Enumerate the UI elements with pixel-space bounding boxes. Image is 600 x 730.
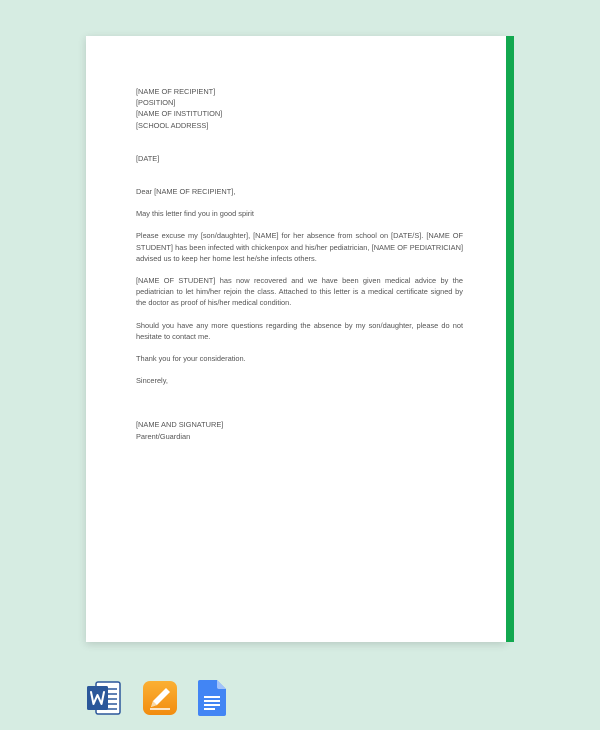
address-line: [NAME OF INSTITUTION] bbox=[136, 109, 223, 119]
accent-stripe bbox=[506, 36, 514, 642]
letter-body bbox=[136, 86, 463, 442]
salutation: Dear [NAME OF RECIPIENT], bbox=[136, 187, 236, 197]
paragraph: May this letter find you in good spirit bbox=[136, 209, 254, 219]
word-icon[interactable] bbox=[86, 680, 122, 716]
address-line: [SCHOOL ADDRESS] bbox=[136, 120, 209, 130]
signature-line: Parent/Guardian bbox=[136, 431, 191, 441]
address-line: [NAME OF RECIPIENT] bbox=[136, 87, 216, 96]
google-docs-icon[interactable] bbox=[198, 680, 226, 716]
paragraph: Please excuse my [son/daughter], [NAME] for her absence from school on [DATE/S]. [NAME OF STUDENT] has been infected with chickenpox and his/her pediatrician, [NAME OF PEDIATRICIAN] advised us to keep her home lest he/she infects others. bbox=[136, 231, 463, 263]
pages-icon[interactable] bbox=[142, 680, 178, 716]
address-line: [POSITION] bbox=[136, 98, 176, 108]
paragraph: Should you have any more questions regarding the absence by my son/daughter, please do not hesitate to contact me. bbox=[136, 320, 463, 341]
letter-date: [DATE] bbox=[136, 153, 160, 163]
recipient-address bbox=[136, 86, 463, 131]
signature-line: [NAME AND SIGNATURE] bbox=[136, 420, 224, 430]
paragraph: [NAME OF STUDENT] has now recovered and we have been given medical advice by the pediatrician to let him/her rejoin the class. Attached to this letter is a medical certificate signed by the doctor as proof of his/her medical condition. bbox=[136, 276, 463, 308]
closing: Sincerely, bbox=[136, 376, 168, 386]
paragraph: Thank you for your consideration. bbox=[136, 354, 246, 364]
document-page bbox=[86, 36, 506, 642]
